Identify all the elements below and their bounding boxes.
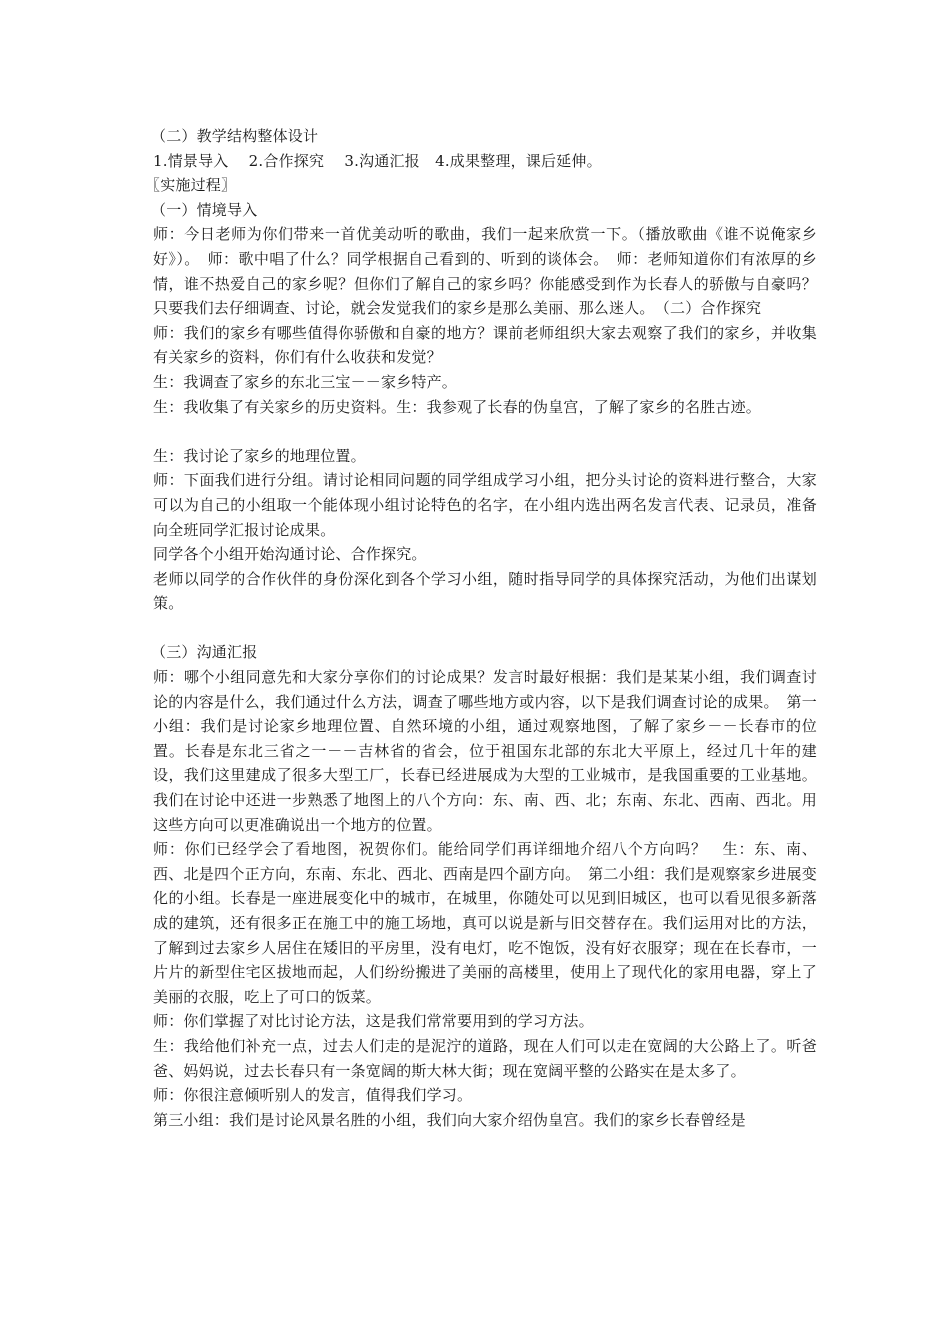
- paragraph: 师：你很注意倾听别人的发言，值得我们学习。: [153, 1086, 473, 1105]
- section-heading-report: （三）沟通汇报: [151, 643, 258, 662]
- paragraph: 师：下面我们进行分组。请讨论相同问题的同学组成学习小组，把分头讨论的资料进行整合，大家可以为自己的小组取一个能体现小组讨论特色的名字，在小组内选出两名发言代表、记录员，准备向全班同学汇报讨论成果。: [153, 471, 817, 539]
- paragraph: 同学各个小组开始沟通讨论、合作探究。: [153, 545, 427, 564]
- section-heading-intro: （一）情境导入: [151, 200, 258, 219]
- paragraph: 第三小组：我们是讨论风景名胜的小组，我们向大家介绍伪皇宫。我们的家乡长春曾经是: [153, 1110, 746, 1129]
- document-body: [145, 124, 817, 1132]
- paragraph: 师：哪个小组同意先和大家分享你们的讨论成果？发言时最好根据：我们是某某小组，我们调查讨论的内容是什么，我们通过什么方法，调查了哪些地方或内容，以下是我们调查讨论的成果。 第一小组：我们是讨论家乡地理位置、自然环境的小组，通过观察地图，了解了家乡－－长春市的位置。长春是东北三省之一－－吉林省的省会，位于祖国东北部的东北大平原上，经过几十年的建设，我们这里建成了很多大型工厂，长春已经进展成为大型的工业城市，是我国重要的工业基地。我们在讨论中还进一步熟悉了地图上的八个方向：东、南、西、北；东南、东北、西南、西北。用这些方向可以更准确说出一个地方的位置。: [153, 668, 817, 834]
- paragraph: 生：我调查了家乡的东北三宝－－家乡特产。: [153, 372, 458, 391]
- blank-line: [145, 419, 817, 444]
- paragraph: 师：今日老师为你们带来一首优美动听的歌曲，我们一起来欣赏一下。（播放歌曲《谁不说俺家乡好》）。 师：歌中唱了什么？同学根据自己看到的、听到的谈体会。 师：老师知道你们有浓厚的乡情，谁不热爱自己的家乡呢？但你们了解自己的家乡吗？你能感受到作为长春人的骄傲与自豪吗？只要我们去仔细调查、讨论，就会发觉我们的家乡是那么美丽、那么迷人。 （二）合作探究: [153, 225, 817, 318]
- steps-list: 1.情景导入 2.合作探究 3.沟通汇报 4.成果整理，课后延伸。: [153, 151, 602, 170]
- paragraph: 生：我讨论了家乡的地理位置。: [153, 446, 366, 465]
- blank-line: [145, 616, 817, 641]
- paragraph: 师：我们的家乡有哪些值得你骄傲和自豪的地方？课前老师组织大家去观察了我们的家乡，并收集有关家乡的资料，你们有什么收获和发觉？: [153, 323, 817, 367]
- paragraph: 老师以同学的合作伙伴的身份深化到各个学习小组，随时指导同学的具体探究活动，为他们出谋划策。: [153, 569, 817, 613]
- paragraph: 师：你们已经学会了看地图，祝贺你们。能给同学们再详细地介绍八个方向吗？ 生：东、南、西、北是四个正方向，东南、东北、西北、西南是四个副方向。 第二小组：我们是观察家乡进展变化的小组。长春是一座进展变化中的城市，在城里，你随处可以见到旧城区，也可以看见很多新落成的建筑，还有很多正在施工中的施工场地，真可以说是新与旧交替存在。我们运用对比的方法，了解到过去家乡人居住在矮旧的平房里，没有电灯，吃不饱饭，没有好衣服穿；现在在长春市，一片片的新型住宅区拔地而起，人们纷纷搬进了美丽的高楼里，使用上了现代化的家用电器，穿上了美丽的衣服，吃上了可口的饭菜。: [153, 840, 817, 1006]
- section-heading-structure: （二）教学结构整体设计: [151, 127, 319, 145]
- section-heading-process: 〖实施过程〗: [145, 176, 237, 195]
- paragraph: 生：我给他们补充一点，过去人们走的是泥泞的道路，现在人们可以走在宽阔的大公路上了。听爸爸、妈妈说，过去长春只有一条宽阔的斯大林大街；现在宽阔平整的公路实在是太多了。: [153, 1036, 817, 1080]
- paragraph: 生：我收集了有关家乡的历史资料。生：我参观了长春的伪皇宫，了解了家乡的名胜古迹。: [153, 397, 762, 416]
- paragraph: 师：你们掌握了对比讨论方法，这是我们常常要用到的学习方法。: [153, 1012, 594, 1031]
